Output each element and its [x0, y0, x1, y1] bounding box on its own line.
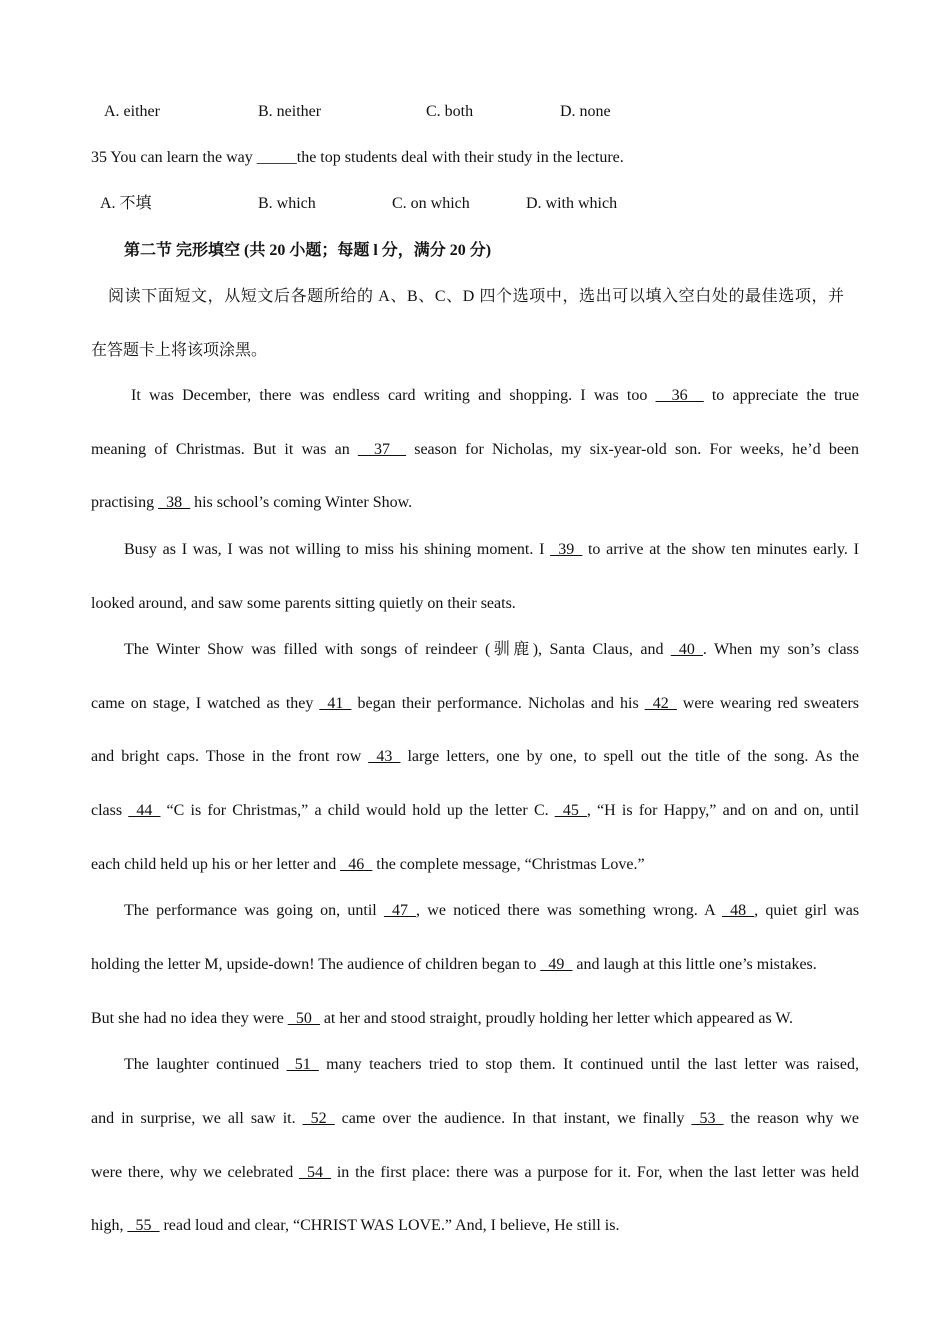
q34-option-d: D. none	[560, 103, 611, 120]
blank-52: _52_	[302, 1110, 335, 1127]
q34-option-c: C. both	[426, 103, 474, 120]
passage-line: each child held up his or her letter and _46_ the complete message, “Christmas Love.”	[91, 856, 645, 873]
passage-line: came on stage, I watched as they _41_ began their performance. Nicholas and his _42_ were wearing red sweaters	[91, 695, 860, 712]
blank-48: _48_	[722, 902, 755, 919]
blank-37: __37__	[357, 441, 406, 458]
passage-line: But she had no idea they were _50_ at her and stood straight, proudly holding her letter which appeared as W.	[91, 1010, 794, 1027]
passage-line: The laughter continued _51_ many teachers tried to stop them. It continued until the last letter was raised,	[124, 1056, 860, 1073]
passage-line: and in surprise, we all saw it. _52_ came over the audience. In that instant, we finally _53_ the reason why we	[91, 1110, 860, 1127]
passage-line: were there, why we celebrated _54_ in the first place: there was a purpose for it. For, when the last letter was held	[91, 1164, 860, 1181]
passage-line: looked around, and saw some parents sitting quietly on their seats.	[91, 595, 516, 612]
passage-line: practising _38_ his school’s coming Winter Show.	[91, 494, 413, 511]
blank-39: _39_	[550, 541, 583, 558]
q35-option-d: D. with which	[526, 195, 618, 212]
instruction-line-1: 阅读下面短文，从短文后各题所给的 A、B、C、D 四个选项中，选出可以填入空白处的最佳选项，并	[108, 288, 845, 305]
blank-47: _47_	[384, 902, 417, 919]
passage-line: high, _55_ read loud and clear, “CHRIST WAS LOVE.” And, I believe, He still is.	[91, 1217, 620, 1234]
passage-line: and bright caps. Those in the front row _43_ large letters, one by one, to spell out the title of the song. As the	[91, 748, 860, 765]
q34-option-b: B. neither	[258, 103, 322, 120]
passage-line: meaning of Christmas. But it was an __37__ season for Nicholas, my six-year-old son. For weeks, he’d been	[91, 441, 860, 458]
blank-38: _38_	[158, 494, 191, 511]
blank-43: _43_	[368, 748, 401, 765]
q35-stem: 35 You can learn the way _____the top students deal with their study in the lecture.	[91, 149, 624, 166]
section-heading: 第二节 完形填空 (共 20 小题；每题 l 分，满分 20 分)	[124, 242, 492, 259]
q35-option-c: C. on which	[392, 195, 470, 212]
q34-option-a: A. either	[104, 103, 160, 120]
passage-line: The performance was going on, until _47_, we noticed there was something wrong. A _48_, quiet girl was	[124, 902, 860, 919]
q35-option-a: A. 不填	[100, 195, 152, 212]
blank-41: _41_	[319, 695, 352, 712]
blank-49: _49_	[540, 956, 573, 973]
q35-option-b: B. which	[258, 195, 316, 212]
blank-51: _51_	[286, 1056, 319, 1073]
instruction-line-2: 在答题卡上将该项涂黑。	[91, 342, 268, 359]
passage-line: Busy as I was, I was not willing to miss his shining moment. I _39_ to arrive at the show ten minutes early. I	[124, 541, 860, 558]
blank-45: _45_	[554, 802, 587, 819]
blank-42: _42_	[644, 695, 677, 712]
blank-36: __36__	[655, 387, 704, 404]
passage-line: class _44_ “C is for Christmas,” a child would hold up the letter C. _45_, “H is for Happy,” and on and on, until	[91, 802, 860, 819]
passage-line: It was December, there was endless card writing and shopping. I was too __36__ to appreciate the true	[131, 387, 860, 404]
blank-54: _54_	[299, 1164, 332, 1181]
passage-line: holding the letter M, upside-down! The audience of children began to _49_ and laugh at this little one’s mistakes.	[91, 956, 817, 973]
blank-50: _50_	[287, 1010, 320, 1027]
blank-46: _46_	[340, 856, 373, 873]
blank-40: _40_	[670, 641, 703, 658]
blank-53: _53_	[691, 1110, 724, 1127]
passage-line: The Winter Show was filled with songs of reindeer (驯鹿), Santa Claus, and _40_. When my son’s class	[124, 641, 860, 658]
blank-44: _44_	[128, 802, 161, 819]
blank-55: _55_	[127, 1217, 160, 1234]
